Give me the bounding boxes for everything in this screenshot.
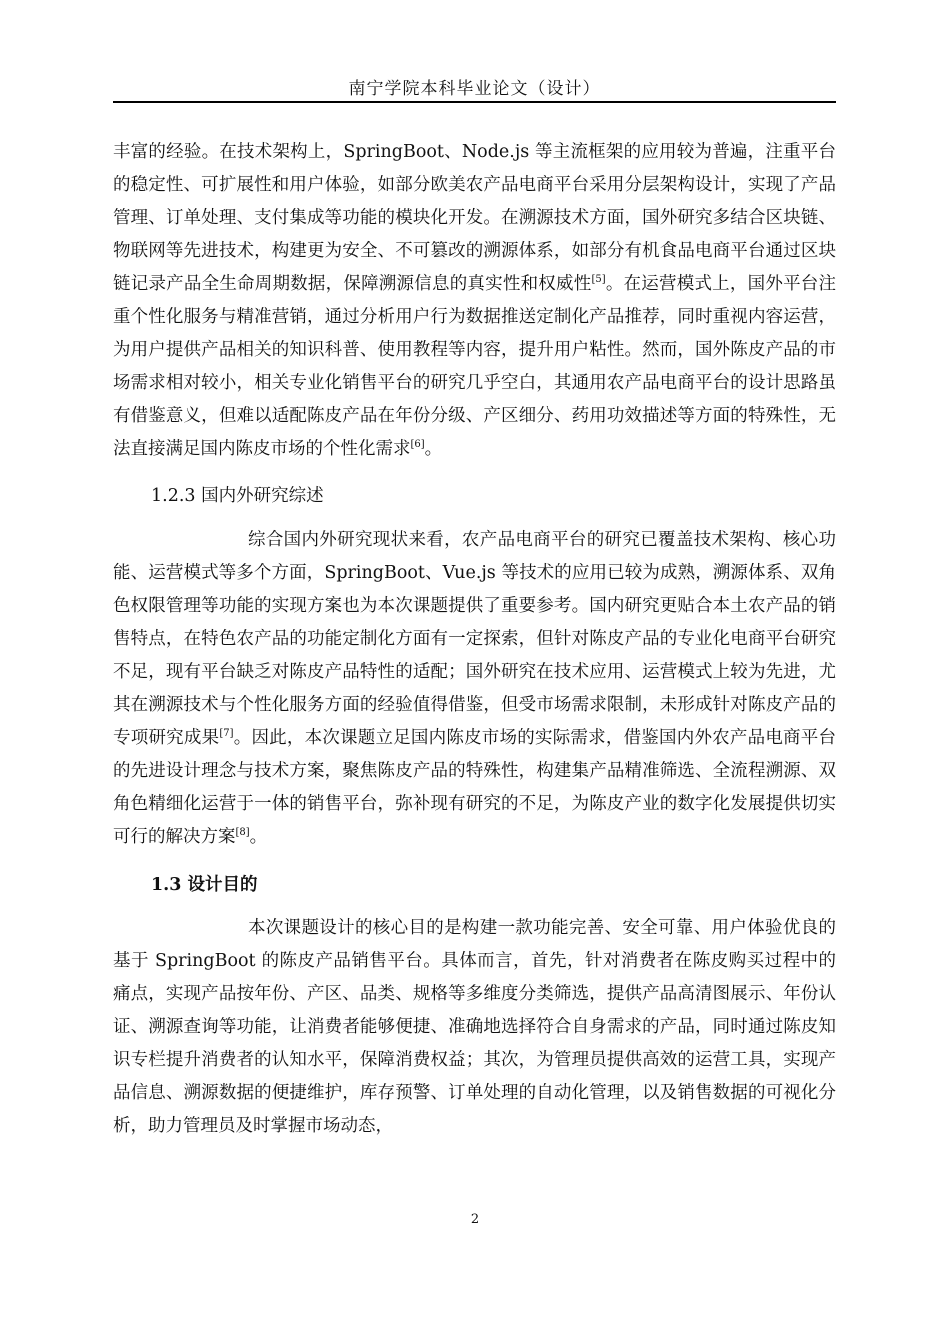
- paragraph-text: 。因此，本次课题立足国内陈皮市场的实际需求，借鉴国内外农产品电商平台的先进设计理念与技术方案，聚焦陈皮产品的特殊性，构建集产品精准筛选、全流程溯源、双角色精细化运营于一体的销售平台，弥补现有研究的不足，为陈皮产业的数字化发展提供切实可行的解决方案: [113, 728, 837, 847]
- paragraph-text: 。在运营模式上，国外平台注重个性化服务与精准营销，通过分析用户行为数据推送定制化产品推荐，同时重视内容运营，为用户提供产品相关的知识科普、使用教程等内容，提升用户粘性。然而，国外陈皮产品的市场需求相对较小，相关专业化销售平台的研究几乎空白，其通用农产品电商平台的设计思路虽有借鉴意义，但难以适配陈皮产品在年份分级、产区细分、药用功效描述等方面的特殊性，无法直接满足国内陈皮市场的个性化需求: [113, 274, 837, 459]
- section-heading-1-2-3: 1.2.3 国内外研究综述: [151, 486, 324, 506]
- running-header: 南宁学院本科毕业论文（设计）: [348, 79, 601, 99]
- citation-7: [7]: [219, 728, 234, 740]
- paragraph-text: 丰富的经验。在技术架构上，SpringBoot、Node.js 等主流框架的应用较为普遍，注重平台的稳定性、可扩展性和用户体验，如部分欧美农产品电商平台采用分层架构设计，实现了产品管理、订单处理、支付集成等功能的模块化开发。在溯源技术方面，国外研究多结合区块链、物联网等先进技术，构建更为安全、不可篡改的溯源体系，如部分有机食品电商平台通过区块链记录产品全生命周期数据，保障溯源信息的真实性和权威性: [113, 142, 836, 294]
- paragraph-research-summary: [113, 524, 836, 854]
- citation-6: [6]: [410, 439, 425, 451]
- document-body: [113, 136, 836, 1153]
- paragraph-foreign-research: [113, 136, 836, 466]
- citation-8: [8]: [235, 827, 250, 839]
- paragraph-text: 综合国内外研究现状来看，农产品电商平台的研究已覆盖技术架构、核心功能、运营模式等多个方面，SpringBoot、Vue.js 等技术的应用已较为成熟，溯源体系、双角色权限管理等功能的实现方案也为本次课题提供了重要参考。国内研究更贴合本土农产品的销售特点，在特色农产品的功能定制化方面有一定探索，但针对陈皮产品的专业化电商平台研究不足，现有平台缺乏对陈皮产品特性的适配；国外研究在技术应用、运营模式上较为先进，尤其在溯源技术与个性化服务方面的经验值得借鉴，但受市场需求限制，未形成针对陈皮产品的专项研究成果: [113, 530, 836, 748]
- section-heading-1-3: 1.3 设计目的: [151, 875, 258, 895]
- header-rule: [113, 101, 836, 103]
- paragraph-text: 。: [249, 827, 268, 847]
- paragraph-text: 。: [424, 439, 443, 459]
- citation-5: [5]: [591, 274, 606, 286]
- page-number: 2: [470, 1212, 480, 1227]
- paragraph-design-purpose: 本次课题设计的核心目的是构建一款功能完善、安全可靠、用户体验优良的基于 SpringBoot 的陈皮产品销售平台。具体而言，首先，针对消费者在陈皮购买过程中的痛点，实现产品按年份、产区、品类、规格等多维度分类筛选，提供产品高清图展示、年份认证、溯源查询等功能，让消费者能够便捷、准确地选择符合自身需求的产品，同时通过陈皮知识专栏提升消费者的认知水平，保障消费权益；其次，为管理员提供高效的运营工具，实现产品信息、溯源数据的便捷维护，库存预警、订单处理的自动化管理，以及销售数据的可视化分析，助力管理员及时掌握市场动态，: [113, 918, 836, 1136]
